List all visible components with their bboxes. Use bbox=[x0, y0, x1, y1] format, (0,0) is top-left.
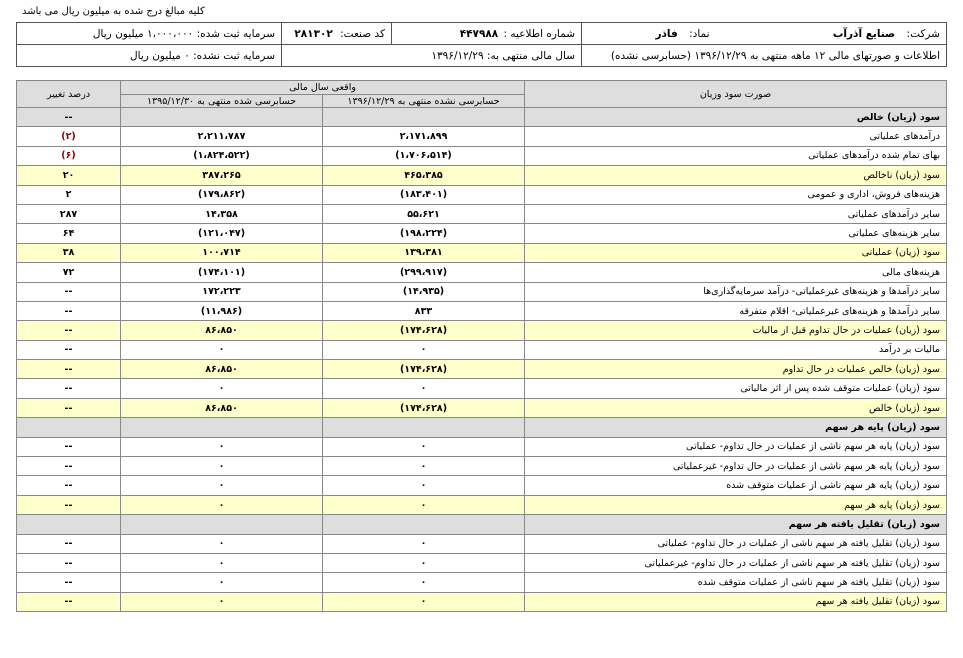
row-current-value: (۱۷۴،۶۲۸) bbox=[323, 321, 525, 340]
industry-label: کد صنعت: bbox=[340, 27, 385, 40]
row-current-value: ۰ bbox=[323, 457, 525, 476]
row-label: سایر درآمدهای عملیاتی bbox=[525, 204, 947, 223]
row-change-percent: ۳۸ bbox=[17, 243, 121, 262]
table-row bbox=[17, 321, 947, 340]
company-label: شرکت: bbox=[906, 27, 940, 40]
row-label: سود (زیان) پایه هر سهم ناشی از عملیات متوقف شده bbox=[525, 476, 947, 495]
row-label: سایر درآمدها و هزینه‌های غیرعملیاتی- درآمد سرمایه‌گذاری‌ها bbox=[525, 282, 947, 301]
row-current-value bbox=[323, 515, 525, 534]
row-label: سود (زیان) تقلیل یافته هر سهم bbox=[525, 592, 947, 611]
table-row bbox=[17, 592, 947, 611]
row-current-value: ۸۳۳ bbox=[323, 301, 525, 320]
row-change-percent: -- bbox=[17, 398, 121, 417]
row-previous-value: ۱۷۲،۲۲۳ bbox=[121, 282, 323, 301]
table-row bbox=[17, 379, 947, 398]
row-label: سود (زیان) عملیاتی bbox=[525, 243, 947, 262]
table-row bbox=[17, 263, 947, 282]
row-current-value: (۱۴،۹۳۵) bbox=[323, 282, 525, 301]
row-change-percent: -- bbox=[17, 340, 121, 359]
row-previous-value: ۸۶،۸۵۰ bbox=[121, 398, 323, 417]
table-row bbox=[17, 457, 947, 476]
industry-cell bbox=[282, 23, 392, 45]
row-current-value: ۰ bbox=[323, 495, 525, 514]
table-row bbox=[17, 301, 947, 320]
table-row bbox=[17, 243, 947, 262]
row-label: سود (زیان) خالص bbox=[525, 108, 947, 127]
row-label: هزینه‌های فروش، اداری و عمومی bbox=[525, 185, 947, 204]
row-label: سود (زیان) پایه هر سهم ناشی از عملیات در حال تداوم- غیرعملیاتی bbox=[525, 457, 947, 476]
row-previous-value: ۰ bbox=[121, 437, 323, 456]
row-current-value: ۰ bbox=[323, 476, 525, 495]
row-previous-value: (۱۷۴،۱۰۱) bbox=[121, 263, 323, 282]
table-row bbox=[17, 495, 947, 514]
row-current-value: (۱۸۳،۴۰۱) bbox=[323, 185, 525, 204]
row-change-percent: -- bbox=[17, 108, 121, 127]
row-current-value: ۰ bbox=[323, 437, 525, 456]
unregistered-capital: سرمایه ثبت نشده: ۰ میلیون ریال bbox=[17, 45, 282, 67]
row-label: سود (زیان) خالص bbox=[525, 398, 947, 417]
row-change-percent: ۲۸۷ bbox=[17, 204, 121, 223]
col-change: درصد تغییر bbox=[17, 81, 121, 108]
row-previous-value: (۱۷۹،۸۶۲) bbox=[121, 185, 323, 204]
row-change-percent: ۶۴ bbox=[17, 224, 121, 243]
table-row bbox=[17, 515, 947, 534]
row-previous-value: ۱۰۰،۷۱۴ bbox=[121, 243, 323, 262]
row-label: سایر هزینه‌های عملیاتی bbox=[525, 224, 947, 243]
row-label: مالیات بر درآمد bbox=[525, 340, 947, 359]
row-change-percent bbox=[17, 515, 121, 534]
table-row bbox=[17, 476, 947, 495]
row-current-value: (۱۹۸،۲۲۴) bbox=[323, 224, 525, 243]
row-previous-value bbox=[121, 515, 323, 534]
table-row bbox=[17, 534, 947, 553]
row-previous-value: (۱۲۱،۰۴۷) bbox=[121, 224, 323, 243]
row-change-percent: -- bbox=[17, 437, 121, 456]
row-current-value: ۱۳۹،۳۸۱ bbox=[323, 243, 525, 262]
row-current-value: ۰ bbox=[323, 573, 525, 592]
table-row bbox=[17, 185, 947, 204]
row-previous-value: (۱۱،۹۸۶) bbox=[121, 301, 323, 320]
row-previous-value: ۸۶،۸۵۰ bbox=[121, 360, 323, 379]
table-row bbox=[17, 398, 947, 417]
notice-label: شماره اطلاعیه : bbox=[503, 27, 575, 40]
row-previous-value: ۰ bbox=[121, 379, 323, 398]
row-current-value: ۰ bbox=[323, 340, 525, 359]
company-name: صنایع آذرآب bbox=[832, 27, 896, 40]
symbol-label: نماد: bbox=[689, 27, 710, 40]
row-change-percent bbox=[17, 418, 121, 437]
row-previous-value: ۰ bbox=[121, 573, 323, 592]
table-row bbox=[17, 553, 947, 572]
row-previous-value bbox=[121, 418, 323, 437]
row-previous-value: ۳۸۷،۲۶۵ bbox=[121, 166, 323, 185]
table-row bbox=[17, 127, 947, 146]
row-label: سود (زیان) عملیات متوقف شده پس از اثر مالیاتی bbox=[525, 379, 947, 398]
row-current-value: ۲،۱۷۱،۸۹۹ bbox=[323, 127, 525, 146]
table-row bbox=[17, 340, 947, 359]
col-actual-group: واقعی سال مالی bbox=[121, 81, 525, 95]
row-change-percent: -- bbox=[17, 573, 121, 592]
row-previous-value: ۰ bbox=[121, 340, 323, 359]
row-current-value: (۱۷۴،۶۲۸) bbox=[323, 398, 525, 417]
table-row bbox=[17, 224, 947, 243]
report-title: اطلاعات و صورتهای مالی ۱۲ ماهه منتهی به ۱۳۹۶/۱۲/۲۹ (حسابرسی نشده) bbox=[582, 45, 947, 67]
statement-rows bbox=[17, 108, 947, 612]
row-label: سود (زیان) تقلیل یافته هر سهم ناشی از عملیات در حال تداوم- عملیاتی bbox=[525, 534, 947, 553]
row-current-value: ۰ bbox=[323, 534, 525, 553]
row-current-value: (۱۷۴،۶۲۸) bbox=[323, 360, 525, 379]
table-row bbox=[17, 360, 947, 379]
table-row bbox=[17, 573, 947, 592]
notice-cell bbox=[392, 23, 582, 45]
income-statement-table bbox=[16, 80, 947, 612]
row-change-percent: -- bbox=[17, 379, 121, 398]
row-current-value bbox=[323, 418, 525, 437]
table-row bbox=[17, 146, 947, 165]
row-label: سود (زیان) پایه هر سهم ناشی از عملیات در حال تداوم- عملیاتی bbox=[525, 437, 947, 456]
col-current: حسابرسی نشده منتهی به ۱۳۹۶/۱۲/۲۹ bbox=[323, 95, 525, 108]
table-row bbox=[17, 166, 947, 185]
row-label: سود (زیان) تقلیل یافته هر سهم bbox=[525, 515, 947, 534]
row-previous-value: ۲،۲۱۱،۷۸۷ bbox=[121, 127, 323, 146]
row-label: بهای تمام شده درآمدهای عملیاتی bbox=[525, 146, 947, 165]
row-change-percent: (۶) bbox=[17, 146, 121, 165]
table-row bbox=[17, 282, 947, 301]
report-header bbox=[16, 22, 947, 67]
row-previous-value: ۸۶،۸۵۰ bbox=[121, 321, 323, 340]
row-previous-value: ۰ bbox=[121, 457, 323, 476]
row-change-percent: ۷۲ bbox=[17, 263, 121, 282]
row-label: درآمدهای عملیاتی bbox=[525, 127, 947, 146]
row-change-percent: -- bbox=[17, 282, 121, 301]
row-change-percent: -- bbox=[17, 553, 121, 572]
row-change-percent: -- bbox=[17, 476, 121, 495]
row-current-value: ۰ bbox=[323, 592, 525, 611]
row-previous-value: (۱،۸۲۴،۵۲۲) bbox=[121, 146, 323, 165]
amounts-note: کلیه مبالغ درج شده به میلیون ریال می باشد bbox=[22, 6, 205, 17]
company-cell bbox=[582, 23, 947, 45]
row-previous-value: ۰ bbox=[121, 476, 323, 495]
registered-capital: سرمایه ثبت شده: ۱،۰۰۰،۰۰۰ میلیون ریال bbox=[17, 23, 282, 45]
row-label: سایر درآمدها و هزینه‌های غیرعملیاتی- اقلام متفرقه bbox=[525, 301, 947, 320]
row-current-value: ۵۵،۶۲۱ bbox=[323, 204, 525, 223]
row-change-percent: (۲) bbox=[17, 127, 121, 146]
row-label: هزینه‌های مالی bbox=[525, 263, 947, 282]
row-current-value: (۲۹۹،۹۱۷) bbox=[323, 263, 525, 282]
row-change-percent: -- bbox=[17, 457, 121, 476]
row-label: سود (زیان) تقلیل یافته هر سهم ناشی از عملیات متوقف شده bbox=[525, 573, 947, 592]
table-row bbox=[17, 437, 947, 456]
row-change-percent: -- bbox=[17, 592, 121, 611]
row-label: سود (زیان) ناخالص bbox=[525, 166, 947, 185]
row-change-percent: ۲۰ bbox=[17, 166, 121, 185]
row-previous-value bbox=[121, 108, 323, 127]
row-label: سود (زیان) خالص عملیات در حال تداوم bbox=[525, 360, 947, 379]
row-previous-value: ۰ bbox=[121, 553, 323, 572]
col-previous: حسابرسی شده منتهی به ۱۳۹۵/۱۲/۳۰ bbox=[121, 95, 323, 108]
table-row bbox=[17, 204, 947, 223]
symbol-value: فاذر bbox=[655, 27, 678, 40]
fiscal-year: سال مالی منتهی به: ۱۳۹۶/۱۲/۲۹ bbox=[282, 45, 582, 67]
row-current-value: ۰ bbox=[323, 553, 525, 572]
row-current-value: (۱،۷۰۶،۵۱۴) bbox=[323, 146, 525, 165]
row-change-percent: -- bbox=[17, 321, 121, 340]
row-label: سود (زیان) پایه هر سهم bbox=[525, 418, 947, 437]
row-change-percent: -- bbox=[17, 495, 121, 514]
row-change-percent: -- bbox=[17, 360, 121, 379]
row-change-percent: -- bbox=[17, 534, 121, 553]
table-row bbox=[17, 418, 947, 437]
col-title: صورت سود وزیان bbox=[525, 81, 947, 108]
row-label: سود (زیان) تقلیل یافته هر سهم ناشی از عملیات در حال تداوم- غیرعملیاتی bbox=[525, 553, 947, 572]
row-previous-value: ۰ bbox=[121, 495, 323, 514]
row-current-value bbox=[323, 108, 525, 127]
row-previous-value: ۱۴،۳۵۸ bbox=[121, 204, 323, 223]
table-row bbox=[17, 108, 947, 127]
row-change-percent: ۲ bbox=[17, 185, 121, 204]
row-current-value: ۰ bbox=[323, 379, 525, 398]
row-change-percent: -- bbox=[17, 301, 121, 320]
row-current-value: ۴۶۵،۳۸۵ bbox=[323, 166, 525, 185]
row-label: سود (زیان) پایه هر سهم bbox=[525, 495, 947, 514]
row-previous-value: ۰ bbox=[121, 534, 323, 553]
row-label: سود (زیان) عملیات در حال تداوم قبل از مالیات bbox=[525, 321, 947, 340]
notice-number: ۴۴۷۹۸۸ bbox=[459, 27, 499, 40]
row-previous-value: ۰ bbox=[121, 592, 323, 611]
industry-code: ۲۸۱۳۰۲ bbox=[294, 27, 333, 40]
